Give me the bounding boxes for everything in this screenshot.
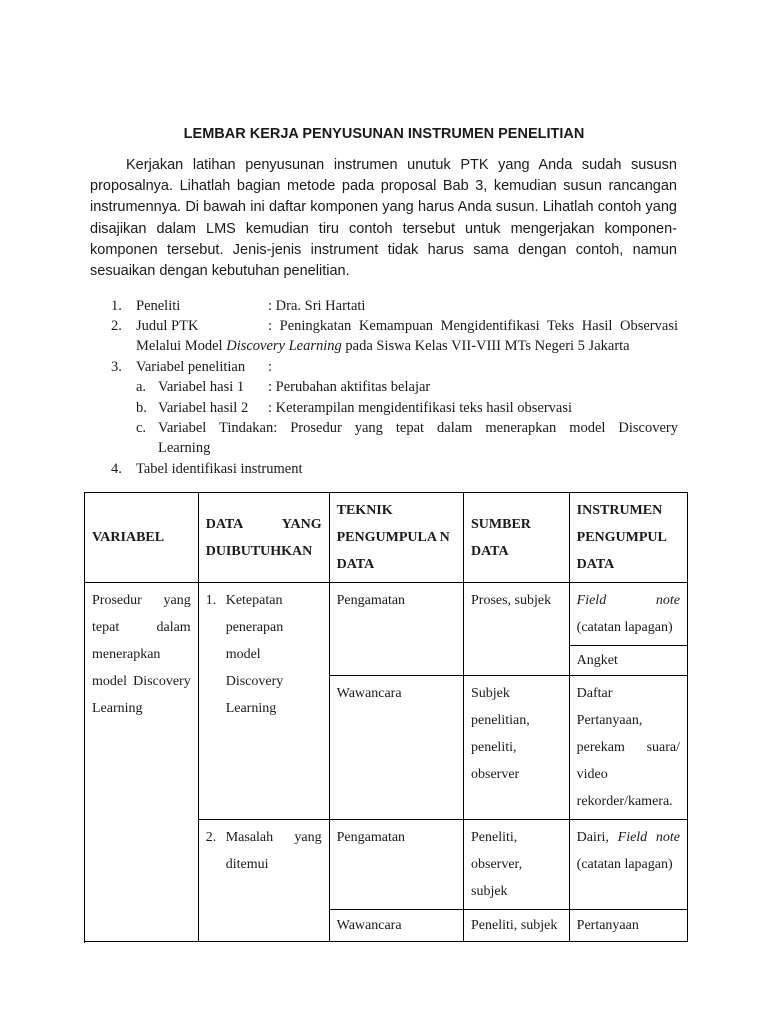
cell-instrumen: Daftar Pertanyaan, perekam suara/ video rekorder/kamera.	[569, 676, 687, 820]
judul-text: Melalui Model	[136, 338, 227, 354]
judul-line-2	[136, 336, 630, 356]
cell-variabel	[85, 583, 199, 942]
data-item-2	[206, 824, 322, 878]
cell-data-2	[198, 820, 329, 942]
header-instrumen: INSTRUMEN PENGUMPUL DATA	[569, 493, 687, 583]
sublist-letter: c.	[136, 420, 147, 436]
header-data-text: DATA YANG DUIBUTUHKAN	[205, 516, 322, 559]
list-number: 3.	[111, 359, 122, 375]
data-item-1	[206, 587, 322, 722]
cell-teknik: Pengamatan	[329, 583, 463, 676]
instrumen-italic: Field note	[617, 830, 680, 845]
instrumen-text: Dairi,	[576, 830, 618, 845]
instrumen-line	[577, 824, 680, 851]
list-value: : Dra. Sri Hartati	[268, 298, 366, 314]
data-item-text: Masalah yang ditemui	[225, 830, 322, 872]
list-colon: :	[268, 359, 273, 375]
cell-teknik: Wawancara	[329, 910, 463, 942]
cell-data-1	[198, 583, 329, 820]
judul-italic-text: Discovery Learning	[226, 338, 342, 354]
cell-teknik: Pengamatan	[329, 820, 463, 910]
sublist-value: : Keterampilan mengidentifikasi teks hasil observasi	[268, 400, 573, 416]
list-label: Variabel penelitian	[136, 359, 246, 375]
list-number: 4.	[111, 461, 122, 477]
cell-instrumen: Angket	[569, 646, 687, 676]
header-teknik: TEKNIK PENGUMPULA N DATA	[329, 493, 463, 583]
sublist-label: Variabel hasil 2	[158, 400, 249, 416]
judul-text-end: pada Siswa Kelas VII-VIII MTs Negeri 5 Jakarta	[341, 338, 630, 354]
list-label: Tabel identifikasi instrument	[136, 461, 303, 477]
list-number: 1.	[111, 298, 122, 314]
data-item-number: 1.	[205, 593, 217, 608]
sublist-label: Variabel hasi 1	[158, 379, 245, 395]
variabel-text: Prosedur yang tepat dalam menerapkan model Discovery Learning	[92, 593, 191, 716]
cell-instrumen	[569, 583, 687, 646]
header-data	[198, 493, 329, 583]
data-item-text: Ketepatan penerapan model Discovery Learning	[225, 593, 284, 716]
header-sumber: SUMBER DATA	[464, 493, 570, 583]
document-title: LEMBAR KERJA PENYUSUNAN INSTRUMEN PENELITIAN	[183, 126, 585, 142]
list-label: Judul PTK	[136, 318, 199, 334]
instrumen-text: (catatan lapagan)	[576, 857, 673, 872]
list-number: 2.	[111, 318, 122, 334]
sublist-letter: a.	[136, 379, 147, 395]
cell-instrumen	[569, 820, 687, 910]
sublist-value: : Perubahan aktifitas belajar	[268, 379, 431, 395]
cell-instrumen: Pertanyaan	[569, 910, 687, 942]
sublist-item-c-line-2: Learning	[158, 440, 211, 456]
table-row	[85, 583, 688, 646]
cell-sumber: Proses, subjek	[464, 583, 570, 676]
instrument-table	[84, 492, 688, 942]
instrumen-italic: Field note	[576, 593, 680, 608]
intro-paragraph: Kerjakan latihan penyusunan instrumen unutuk PTK yang Anda sudah sususn proposalnya. Lihatlah bagian metode pada proposal Bab 3, kemudian susun rancangan instrumennya. Di bawah ini daftar komponen yang harus Anda susun. Lihatlah contoh yang disajikan dalam LMS kemudian tiru contoh tersebut untuk mengerjakan komponen-komponen tersebut. Jenis-jenis instrument tidak harus sama dengan contoh, namun sesuaikan dengan kebutuhan penelitian.	[90, 157, 677, 280]
list-label: Peneliti	[136, 298, 181, 314]
cell-sumber: Peneliti, observer, subjek	[464, 820, 570, 910]
table-header-row	[85, 493, 688, 583]
sublist-text: Variabel Tindakan: Prosedur yang tepat dalam menerapkan model Discovery	[158, 420, 678, 436]
list-value: : Peningkatan Kemampuan Mengidentifikasi Teks Hasil Observasi	[268, 318, 678, 334]
data-item-number: 2.	[205, 830, 217, 845]
header-variabel: VARIABEL	[85, 493, 199, 583]
sublist-letter: b.	[136, 400, 147, 416]
cell-sumber: Peneliti, subjek	[464, 910, 570, 942]
instrumen-text: (catatan lapagan)	[576, 620, 673, 635]
cell-teknik: Wawancara	[329, 676, 463, 820]
cell-sumber: Subjek penelitian, peneliti, observer	[464, 676, 570, 820]
